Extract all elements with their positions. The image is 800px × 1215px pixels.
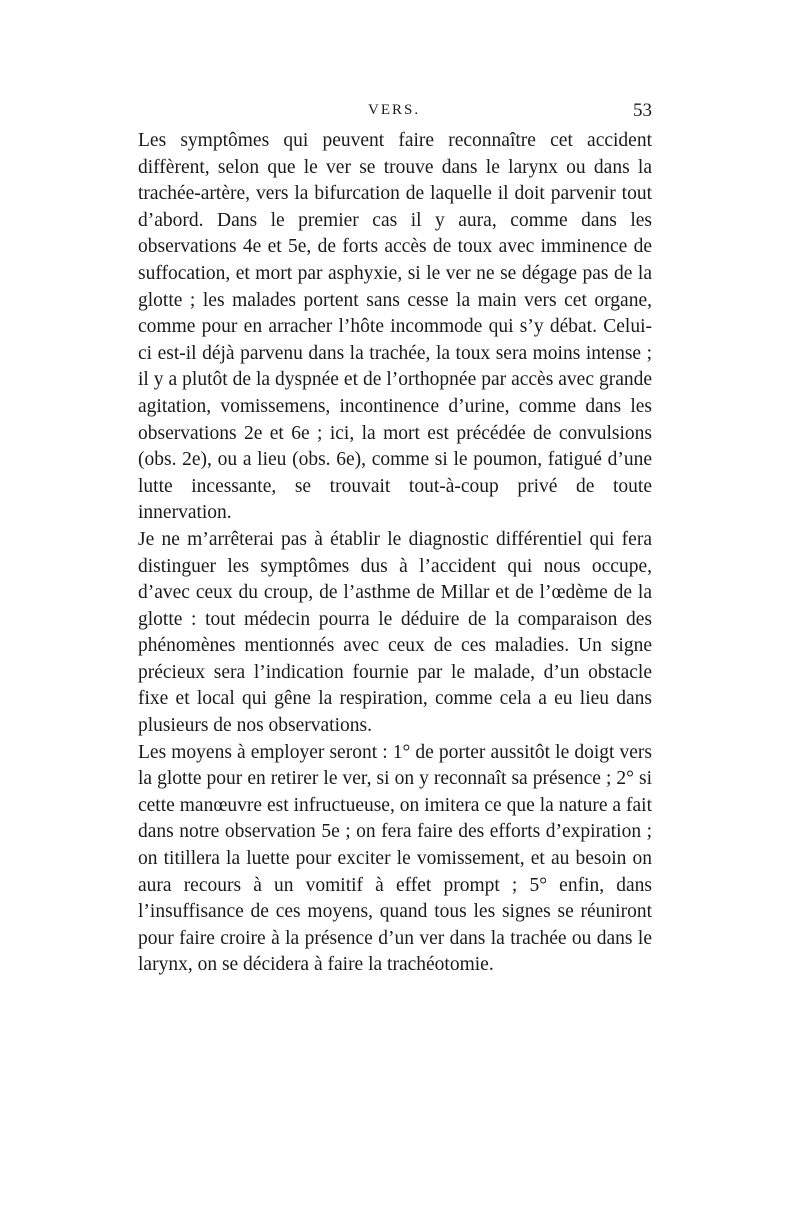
page-number: 53 (633, 100, 652, 121)
running-title: VERS. (368, 102, 421, 118)
paragraph-diagnosis: Je ne m’arrêterai pas à établir le diagnostic différentiel qui fera distinguer les symptômes dus à l’accident qui nous occupe, d’avec ceux du croup, de l’asthme de Millar et de l’œdème de la glotte : tout médecin pourra le déduire de la comparaison des phénomènes mentionnés avec ceux de ces maladies. Un signe précieux sera l’indication fournie par le malade, d’un obstacle fixe et local qui gêne la respiration, comme cela a eu lieu dans plusieurs de nos observations. (138, 528, 652, 737)
running-head (138, 100, 652, 124)
paragraph-treatment: Les moyens à employer seront : 1° de porter aussitôt le doigt vers la glotte pour en retirer le ver, si on y reconnaît sa présence ; 2° si cette manœuvre est infructueuse, on imitera ce que la nature a fait dans notre observation 5e ; on fera faire des efforts d’expiration ; on titillera la luette pour exciter le vomissement, et au besoin on aura recours à un vomitif à effet prompt ; 5° enfin, dans l’insuffisance de ces moyens, quand tous les signes se réuniront pour faire croire à la présence d’un ver dans la trachée ou dans le larynx, on se décidera à faire la trachéotomie. (138, 741, 652, 976)
paragraph-symptoms: Les symptômes qui peuvent faire reconnaître cet accident diffèrent, selon que le ver se trouve dans le larynx ou dans la trachée-artère, vers la bifurcation de laquelle il doit parvenir tout d’abord. Dans le premier cas il y aura, comme dans les observations 4e et 5e, de forts accès de toux avec imminence de suffocation, et mort par asphyxie, si le ver ne se dégage pas de la glotte ; les malades portent sans cesse la main vers cet organe, comme pour en arracher l’hôte incommode qui s’y débat. Celui-ci est-il déjà parvenu dans la trachée, la toux sera moins intense ; il y a plutôt de la dyspnée et de l’orthopnée par accès avec grande agitation, vomissemens, incontinence d’urine, comme dans les observations 2e et 6e ; ici, la mort est précédée de convulsions (obs. 2e), ou a lieu (obs. 6e), comme si le poumon, fatigué d’une lutte incessante, se trouvait tout-à-coup privé de toute innervation. (138, 130, 652, 524)
body-text (138, 128, 652, 979)
